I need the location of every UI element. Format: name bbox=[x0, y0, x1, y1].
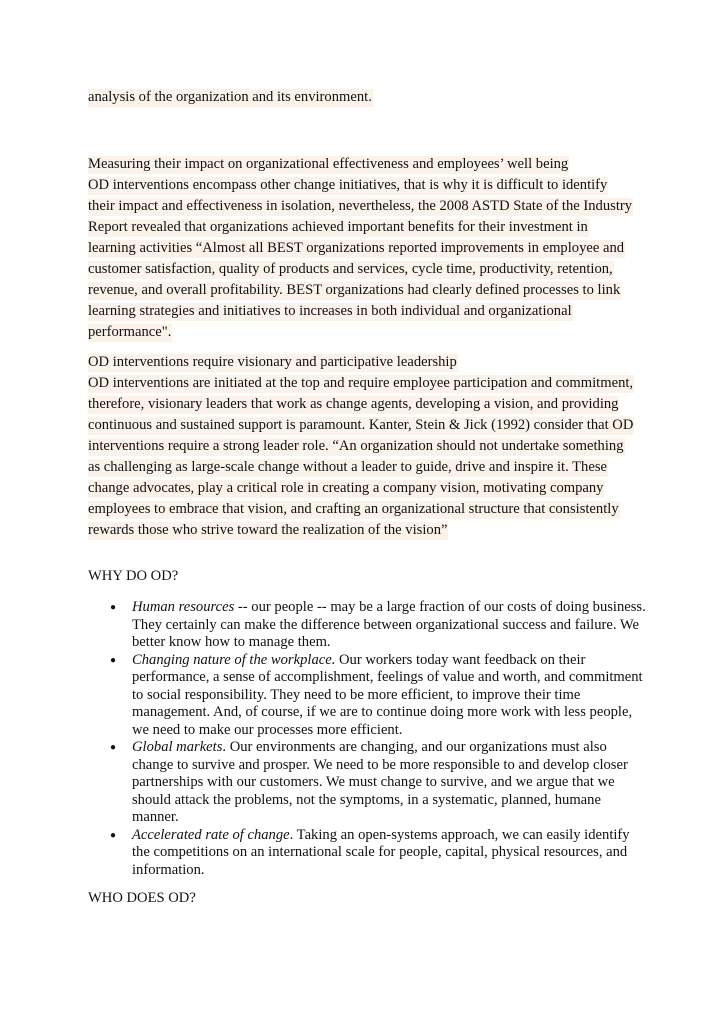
bullet-icon: ● bbox=[110, 654, 117, 666]
bullet-term: Changing nature of the workplace. bbox=[132, 651, 336, 668]
heading-who-does-od: WHO DOES OD? bbox=[88, 890, 196, 906]
bullet-text: Our workers today want feedback on their performance, a sense of accomplishment, feelings of value and worth, and commitment to social responsibility. They need to be more efficient, to improve their time management. And, of course, if we are to continue doing more work with less people, we need to make our processes more efficient. bbox=[132, 651, 643, 738]
text-line: performance". bbox=[88, 324, 172, 340]
text-line: their impact and effectiveness in isolation, nevertheless, the 2008 ASTD State of the Industry bbox=[88, 198, 633, 214]
section-title-visionary-leadership: OD interventions require visionary and participative leadership bbox=[88, 354, 457, 370]
reasons-list bbox=[88, 599, 648, 879]
bullet-term: Human resources bbox=[132, 599, 235, 615]
list-item bbox=[88, 652, 648, 740]
text-line: as challenging as large-scale change without a leader to guide, drive and inspire it. These bbox=[88, 459, 607, 475]
bullet-icon: ● bbox=[110, 602, 117, 613]
bullet-icon: ● bbox=[110, 829, 117, 841]
bullet-text: . Taking an open-systems approach, we can easily identify the competitions on an international scale for people, capital, physical resources, and information. bbox=[132, 826, 630, 878]
text-line: change advocates, play a critical role in creating a company vision, motivating company bbox=[88, 480, 604, 496]
text-line: rewards those who strive toward the realization of the vision” bbox=[88, 522, 448, 538]
bullet-term: Global markets bbox=[132, 739, 223, 755]
text-line: learning strategies and initiatives to increases in both individual and organizational bbox=[88, 303, 572, 319]
text-line: employees to embrace that vision, and crafting an organizational structure that consistently bbox=[88, 501, 619, 517]
list-item bbox=[88, 599, 648, 652]
bullet-text: . Our environments are changing, and our organizations must also change to survive and prosper. We need to be more responsible to and develop closer partnerships with our customers. We must change to survive, and we argue that we should attack the problems, not the symptoms, in a systematic, planned, humane manner. bbox=[132, 739, 628, 825]
text-line: learning activities “Almost all BEST organizations reported improvements in employee and bbox=[88, 240, 625, 256]
text-line: Report revealed that organizations achieved important benefits for their investment in bbox=[88, 219, 588, 235]
list-item bbox=[88, 827, 648, 880]
bullet-term: Accelerated rate of change bbox=[132, 826, 290, 843]
text-line: continuous and sustained support is paramount. Kanter, Stein & Jick (1992) consider that OD bbox=[88, 417, 634, 433]
text-line: OD interventions encompass other change initiatives, that is why it is difficult to identify bbox=[88, 177, 608, 193]
list-item bbox=[88, 739, 648, 827]
section-title-measuring-impact: Measuring their impact on organizational effectiveness and employees’ well being bbox=[88, 156, 569, 172]
bullet-text: -- our people -- may be a large fraction of our costs of doing business. They certainly can make the difference between organizational success and failure. We better know how to manage them. bbox=[132, 599, 646, 650]
text-line: analysis of the organization and its environment. bbox=[88, 89, 372, 105]
bullet-icon: ● bbox=[110, 742, 117, 753]
text-line: therefore, visionary leaders that work as change agents, developing a vision, and providing bbox=[88, 396, 619, 412]
text-line: customer satisfaction, quality of products and services, cycle time, productivity, retention, bbox=[88, 261, 613, 277]
text-line: revenue, and overall profitability. BEST organizations had clearly defined processes to link bbox=[88, 282, 621, 298]
text-line: interventions require a strong leader role. “An organization should not undertake something bbox=[88, 438, 624, 454]
text-line: OD interventions are initiated at the top and require employee participation and commitment, bbox=[88, 375, 634, 391]
heading-why-do-od: WHY DO OD? bbox=[88, 568, 179, 584]
